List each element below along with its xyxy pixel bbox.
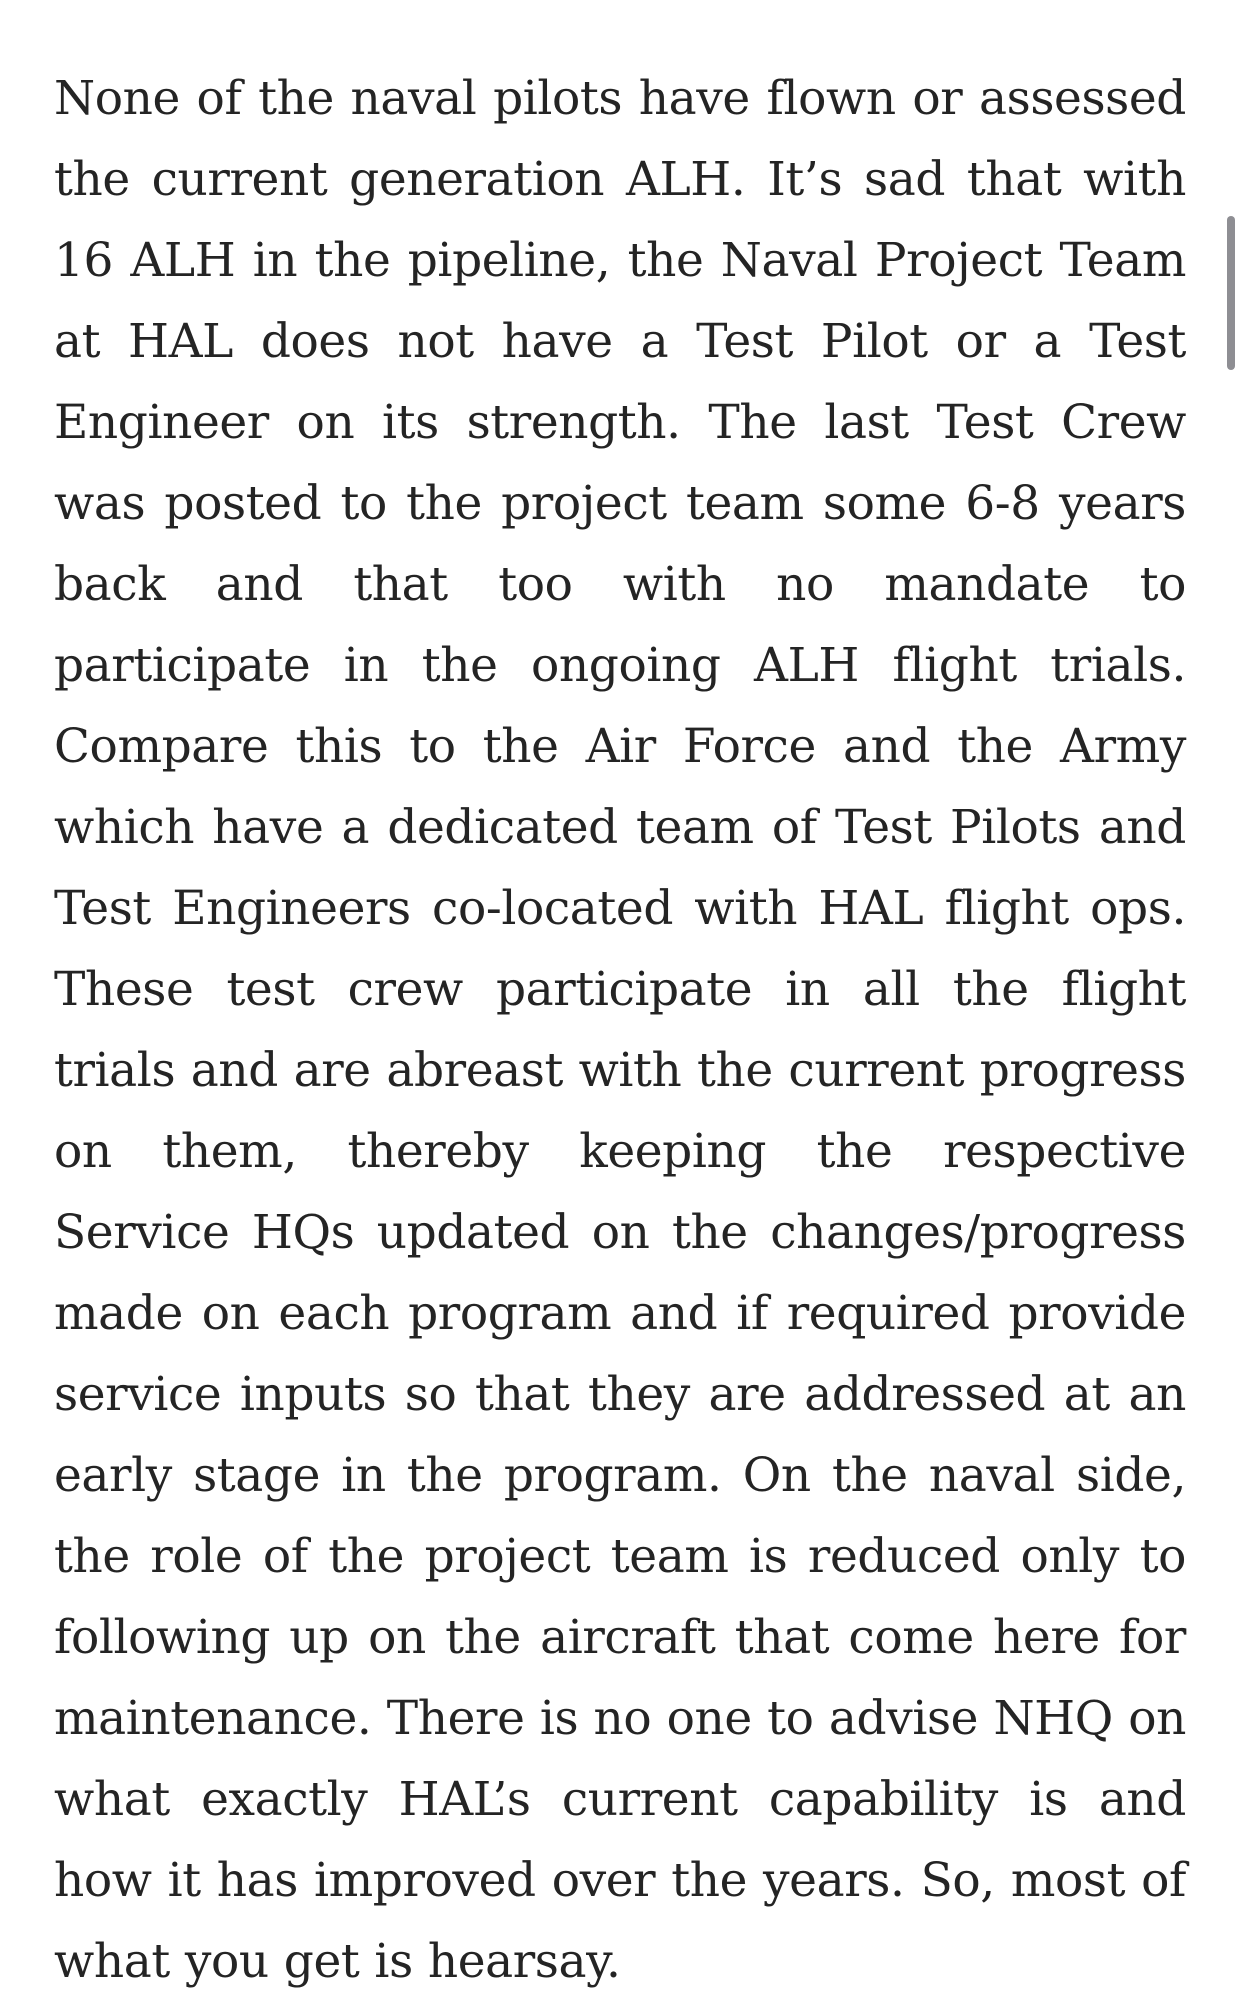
scrollbar-thumb[interactable] <box>1227 216 1235 370</box>
article-paragraph: None of the naval pilots have flown or assessed the current generation ALH. It’s sad that with 16 ALH in the pipeline, the Naval Project Team at HAL does not have a Test Pilot or a Test Engineer on its strength. The last Test Crew was posted to the project team some 6-8 years back and that too with no mandate to participate in the ongoing ALH flight trials. Compare this to the Air Force and the Army which have a dedicated team of Test Pilots and Test Engineers co-located with HAL flight ops. These test crew participate in all the flight trials and are abreast with the current progress on them, thereby keeping the respective Service HQs updated on the changes/progress made on each program and if required provide service inputs so that they are addressed at an early stage in the program. On the naval side, the role of the project team is reduced only to following up on the aircraft that come here for maintenance. There is no one to advise NHQ on what exactly HAL’s current capability is and how it has improved over the years. So, most of what you get is hearsay. <box>54 71 1186 1989</box>
article-body <box>54 58 1186 2002</box>
